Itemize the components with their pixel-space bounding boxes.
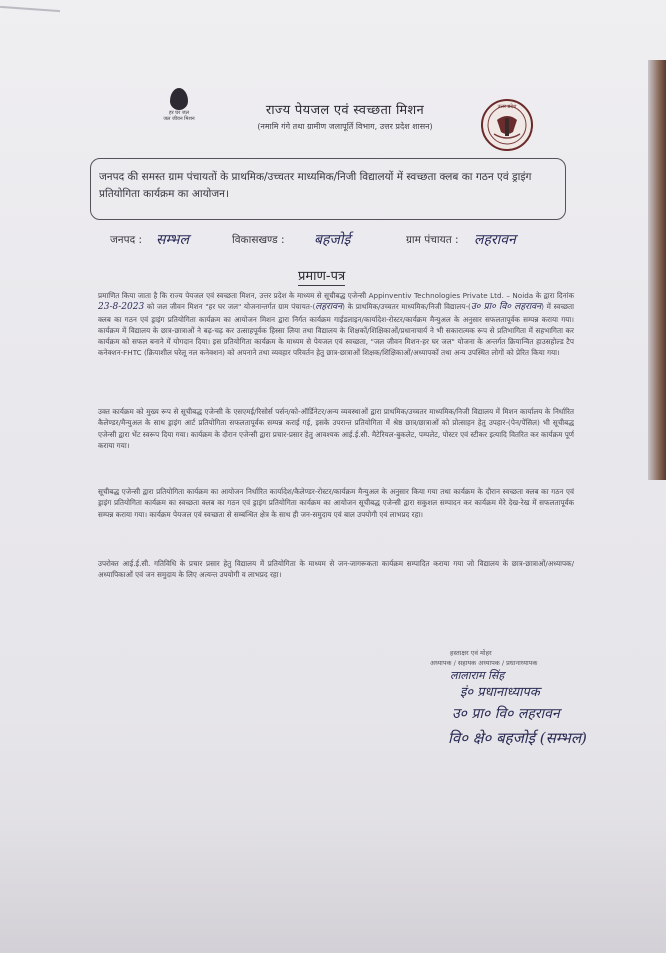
panchayat-label: ग्राम पंचायत : (406, 234, 459, 246)
jal-jeevan-logo (158, 88, 200, 134)
p1-text-c: ) के प्राथमिक/उच्चतर माध्यमिक/निजी विद्यालय-( (342, 302, 471, 312)
paragraph-4: उपरोक्त आई.ई.सी. गतिविधि के प्रचार प्रसार हेतु विद्यालय में प्रतियोगिता के माध्यम से जन-जागरूकता कार्यक्रम सम्पादित कराया गया जो विद्यालय के छात्र-छात्राओं/अध्यापक/अध्यापिकाओं एवं जन समुदाय के लिए अत्यन्त उपयोगी व लाभप्रद रहा। (98, 559, 574, 580)
header-title-block (200, 100, 490, 132)
block-value: बहजोई (314, 232, 351, 248)
logo-left-subtext: जल जीवन मिशन (163, 116, 195, 122)
school-name: उ० प्रा० वि० लहरावन (470, 302, 542, 313)
certificate-title: प्रमाण-पत्र (298, 266, 345, 286)
paper-crease (0, 6, 60, 12)
water-drop-icon (170, 88, 188, 110)
gram-panchayat-name: लहरावन (315, 302, 343, 313)
signature-designation: अध्यापक / सहायक अध्यापक / प्रधानाध्यापक (430, 659, 538, 667)
signer-block: वि० क्षे० बहजोई (सम्भल) (448, 729, 587, 747)
bottom-shadow (0, 820, 666, 953)
signature-label: हस्ताक्षर एवं मोहर (450, 649, 492, 657)
block-label: विकासखण्ड : (232, 234, 285, 246)
p1-text-a: प्रमाणित किया जाता है कि राज्य पेयजल एवं स्वच्छता मिशन, उत्तर प्रदेश के माध्यम से सूचीबद्ध एजेन्सी Appinventiv Technologies Private Ltd. – Noida के द्वारा दिनांक (98, 291, 574, 300)
header-subtitle: (नमामि गंगे तथा ग्रामीण जलापूर्ति विभाग, उत्तर प्रदेश शासन) (257, 122, 433, 131)
p1-text-b: को जल जीवन मिशन "हर घर जल" योजनान्तर्गत ग्राम पंचायत-( (146, 302, 316, 312)
location-fields (110, 233, 570, 255)
logo-left-text: हर घर जल (169, 110, 189, 116)
signer-name: लालाराम सिंह (450, 669, 505, 682)
header-title: राज्य पेयजल एवं स्वच्छता मिशन (265, 103, 425, 118)
program-date: 23-8-2023 (98, 302, 145, 313)
district-value: सम्भल (156, 232, 189, 248)
paragraph-1 (98, 290, 574, 359)
up-government-seal-icon (480, 98, 534, 152)
paragraph-3: सूचीबद्ध एजेन्सी द्वारा प्रतियोगिता कार्यक्रम का आयोजन निर्धारित कार्यादेश/कैलेण्डर-रोस्टर/कार्यक्रम मैन्युअल के अनुसार किया गया तथा कार्यक्रम के दौरान स्वच्छता क्लब का गठन एवं ड्राइंग प्रतियोगिता कार्यक्रम का स्वच्छता क्लब का गठन एवं ड्राइंग प्रतियोगिता कार्यक्रम का आयोजन सूचीबद्ध एजेन्सी द्वारा सकुशल सम्पादन कर कार्यक्रम मेरे देख-रेख में सफलतापूर्वक सम्पन्न कराया गया। कार्यक्रम पेयजल एवं स्वच्छता से सम्बन्धित क्षेत्र के साथ ही जन-समुदाय एवं बाल उपयोगी एवं लाभप्रद रहा। (98, 487, 574, 519)
district-label: जनपद : (110, 234, 143, 246)
paragraph-2: उक्त कार्यक्रम को मुख्य रूप से सूचीबद्ध एजेन्सी के एसएमई/रिसोर्स पर्सन/को-ऑर्डिनेटर/अन्य व्यवस्थाओं द्वारा प्राथमिक/उच्चतर माध्यमिक/निजी विद्यालय में मिशन कार्यालय के निर्धारित कैलेण्डर/मैन्युअल के साथ ड्राइंग आर्ट प्रतियोगिता सफलतापूर्वक सम्पन्न कराई गई, इसके उपरान्त प्रतियोगिता में श्रेष्ठ छात्र/छात्राओं को प्रोत्साहन हेतु उपहार-(पेन/पेंसिल) भी सूचीबद्ध एजेन्सी द्वारा भेंट स्वरूप दिया गया। कार्यक्रम के दौरान एजेन्सी द्वारा प्रचार-प्रसार हेतु आवश्यक आई.ई.सी. मैटेरियल-बुकलेट, पम्पलेट, पोस्टर एवं स्टीकर इत्यादि वितरित कर कार्यक्रम पूर्ण कराया गया। (98, 407, 574, 450)
panchayat-value: लहरावन (474, 232, 516, 248)
subject-box (90, 158, 566, 220)
page-edge-shadow (648, 60, 666, 480)
subject-text: जनपद की समस्त ग्राम पंचायतों के प्राथमिक/उच्चतर माध्यमिक/निजी विद्यालयों में स्वच्छता क्लब का गठन एवं ड्राइंग प्रतियोगिता कार्यक्रम का आयोजन। (99, 171, 532, 200)
p1-text-d: ) में स्वच्छता क्लब का गठन एवं ड्राइंग प्रतियोगिता कार्यक्रम का आयोजन मिशन द्वारा निर्गत कार्यक्रम गाईडलाइन/कार्यादेश-रोस्टर/कार्यक्रम मैन्युअल के अनुसार सफलतापूर्वक सम्पन्न कराया गया। कार्यक्रम में विद्यालय के छात्र-छात्राओं ने बढ़-चढ़ कर उत्साहपूर्वक हिस्सा लिया तथा विद्यालय के शिक्षकों/शिक्षिकाओं/प्रधानाचार्य ने भी सकारात्मक रूप से प्रतिभागिता में सहभागिता कर कार्यक्रम को सफल बनाने में योगदान दिया। इस प्रतियोगिता कार्यक्रम के माध्यम से पेयजल एवं स्वच्छता, "जल जीवन मिशन-हर घर जल" योजना के अन्तर्गत क्रियान्वित हाउसहोल्ड टैप कनेक्शन-FHTC (क्रियाशील घरेलू नल कनेक्शन) को अपनाने तथा व्यवहार परिवर्तन हेतु छात्र-छात्राओं शिक्षक/शिक्षिकाओं/अध्यापकों तथा अन्य उपस्थित लोगों को प्रेरित किया गया। (98, 302, 575, 358)
signer-school: उ० प्रा० वि० लहरावन (452, 706, 560, 722)
signer-title: इं० प्रधानाध्यापक (460, 685, 540, 700)
seal-text: उत्तर प्रदेश (497, 104, 517, 110)
